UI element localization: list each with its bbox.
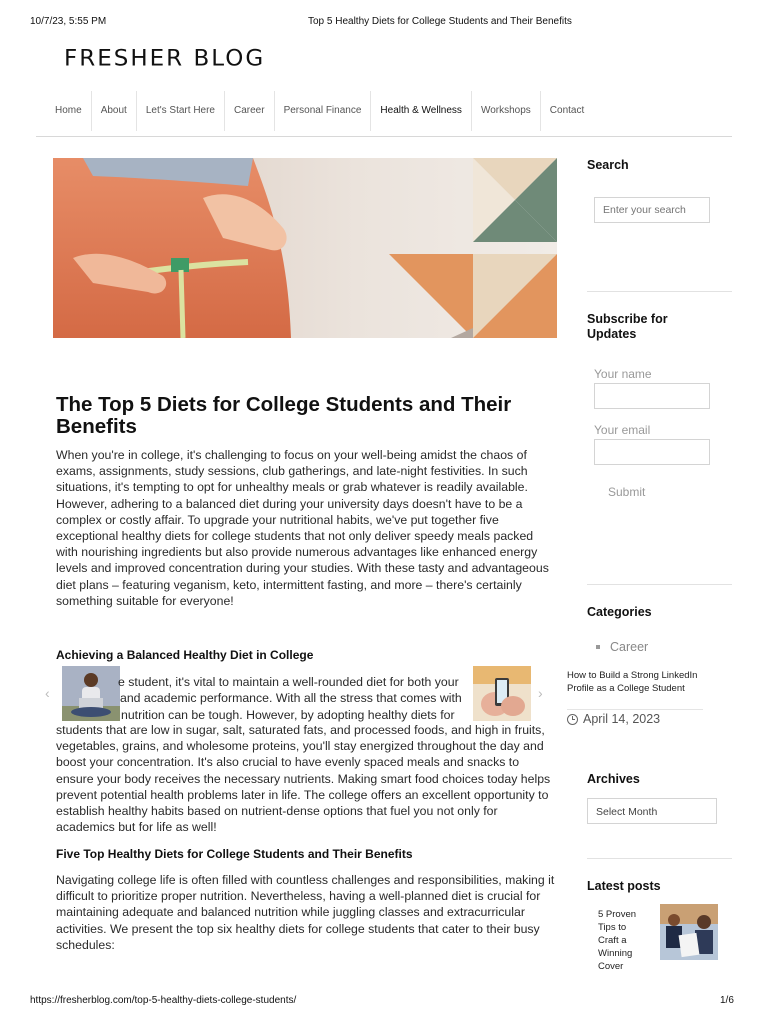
name-field[interactable] <box>594 383 710 409</box>
section1-heading: Achieving a Balanced Healthy Diet in College <box>56 648 314 662</box>
section1-line1: e student, it's vital to maintain a well-rounded diet for both your <box>118 675 459 689</box>
main-nav <box>46 89 686 133</box>
latest-post-thumb[interactable] <box>660 904 718 960</box>
archives-heading: Archives <box>587 772 640 786</box>
nav-workshops[interactable]: Workshops <box>472 91 541 131</box>
category-item-career[interactable] <box>596 640 648 654</box>
nav-home[interactable]: Home <box>46 91 92 131</box>
latest-posts-heading: Latest posts <box>587 879 661 893</box>
print-url: https://fresherblog.com/top-5-healthy-diets-college-students/ <box>30 995 297 1006</box>
section1-line3: nutrition can be tough. However, by adopting healthy diets for <box>121 708 455 722</box>
sidebar-divider <box>587 584 732 585</box>
carousel-next-icon[interactable]: › <box>538 685 543 701</box>
nav-divider <box>36 136 732 137</box>
clock-icon <box>567 714 578 725</box>
nav-personal-finance[interactable]: Personal Finance <box>275 91 372 131</box>
carousel-thumb-phone[interactable] <box>473 666 531 721</box>
article-intro: When you're in college, it's challenging to focus on your well-being amidst the chaos of exams, assignments, study sessions, club gatherings, and late-night festivities. In such situations, it's tempting to opt for unhealthy meals or grab whatever is readily available. However, adhering to a balanced diet during your university days doesn't have to be a complex or costly affair. To upgrade your nutritional habits, we've put together five exceptional healthy diets for college students that not only deliver speedy meals packed with nourishing ingredients but also provide numerous advantages like enhanced energy levels and improved concentration during your studies. With these tasty and advantageous diet plans – featuring veganism, keto, intermittent fasting, and more – there's certainly something suitable for everyone! <box>56 448 549 608</box>
section2-heading: Five Top Healthy Diets for College Students and Their Benefits <box>56 847 413 861</box>
nav-health-wellness[interactable]: Health & Wellness <box>371 91 472 131</box>
section1-text: students that are low in sugar, salt, saturated fats, and processed foods, and high in fruits, vegetables, grains, and wholesome proteins, you'll stay energized throughout the day and boost your concentration. It's also crucial to have evenly spaced meals and snacks to ensure your body receives the necessary nutrients. Making smart food choices today helps prevent potential health problems later in life. The college offers an excellent opportunity to establish healthy habits based on nutrient-dense options that fuel you not only for academics but for life as well! <box>56 723 551 835</box>
name-label: Your name <box>594 367 652 381</box>
sidebar-divider <box>587 858 732 859</box>
categories-heading: Categories <box>587 605 652 619</box>
sidebar-divider <box>587 291 732 292</box>
archives-select[interactable]: Select Month <box>587 798 717 824</box>
article-title: The Top 5 Diets for College Students and Their Benefits <box>56 393 512 438</box>
carousel-date <box>567 712 660 726</box>
nav-about[interactable]: About <box>92 91 137 131</box>
section2-text: Navigating college life is often filled with countless challenges and responsibilities, making it difficult to prioritize proper nutrition. Nevertheless, having a well-planned diet is crucial for maintaining adequate and balanced nutrition while juggling classes and extracurricular activities. We present the top six healthy diets for college students that cater to their busy schedules: <box>56 873 555 952</box>
bullet-icon <box>596 645 600 649</box>
search-input[interactable] <box>594 197 710 223</box>
print-datetime: 10/7/23, 5:55 PM <box>30 16 107 27</box>
nav-career[interactable]: Career <box>225 91 275 131</box>
carousel-caption-divider <box>567 709 703 710</box>
search-heading: Search <box>587 158 629 172</box>
section1-line2: and academic performance. With all the stress that comes with <box>120 691 462 705</box>
nav-lets-start-here[interactable]: Let's Start Here <box>137 91 225 131</box>
category-label: Career <box>610 640 649 654</box>
email-label: Your email <box>594 423 651 437</box>
carousel-prev-icon[interactable]: ‹ <box>45 685 50 701</box>
print-page-title: Top 5 Healthy Diets for College Students and Their Benefits <box>308 16 572 27</box>
print-page-number: 1/6 <box>720 995 734 1006</box>
latest-post-title[interactable]: 5 Proven Tips to Craft a Winning Cover <box>598 909 637 972</box>
site-logo[interactable]: FRESHER BLOG <box>64 46 266 72</box>
submit-button[interactable]: Submit <box>608 485 646 499</box>
nav-contact[interactable]: Contact <box>549 105 585 116</box>
carousel-caption[interactable]: How to Build a Strong LinkedIn Profile as a College Student <box>567 670 698 694</box>
carousel-date-text: April 14, 2023 <box>583 712 661 726</box>
hero-image <box>53 158 557 338</box>
email-field[interactable] <box>594 439 710 465</box>
carousel-thumb-student[interactable] <box>62 666 120 721</box>
subscribe-heading: Subscribe for Updates <box>587 312 668 341</box>
